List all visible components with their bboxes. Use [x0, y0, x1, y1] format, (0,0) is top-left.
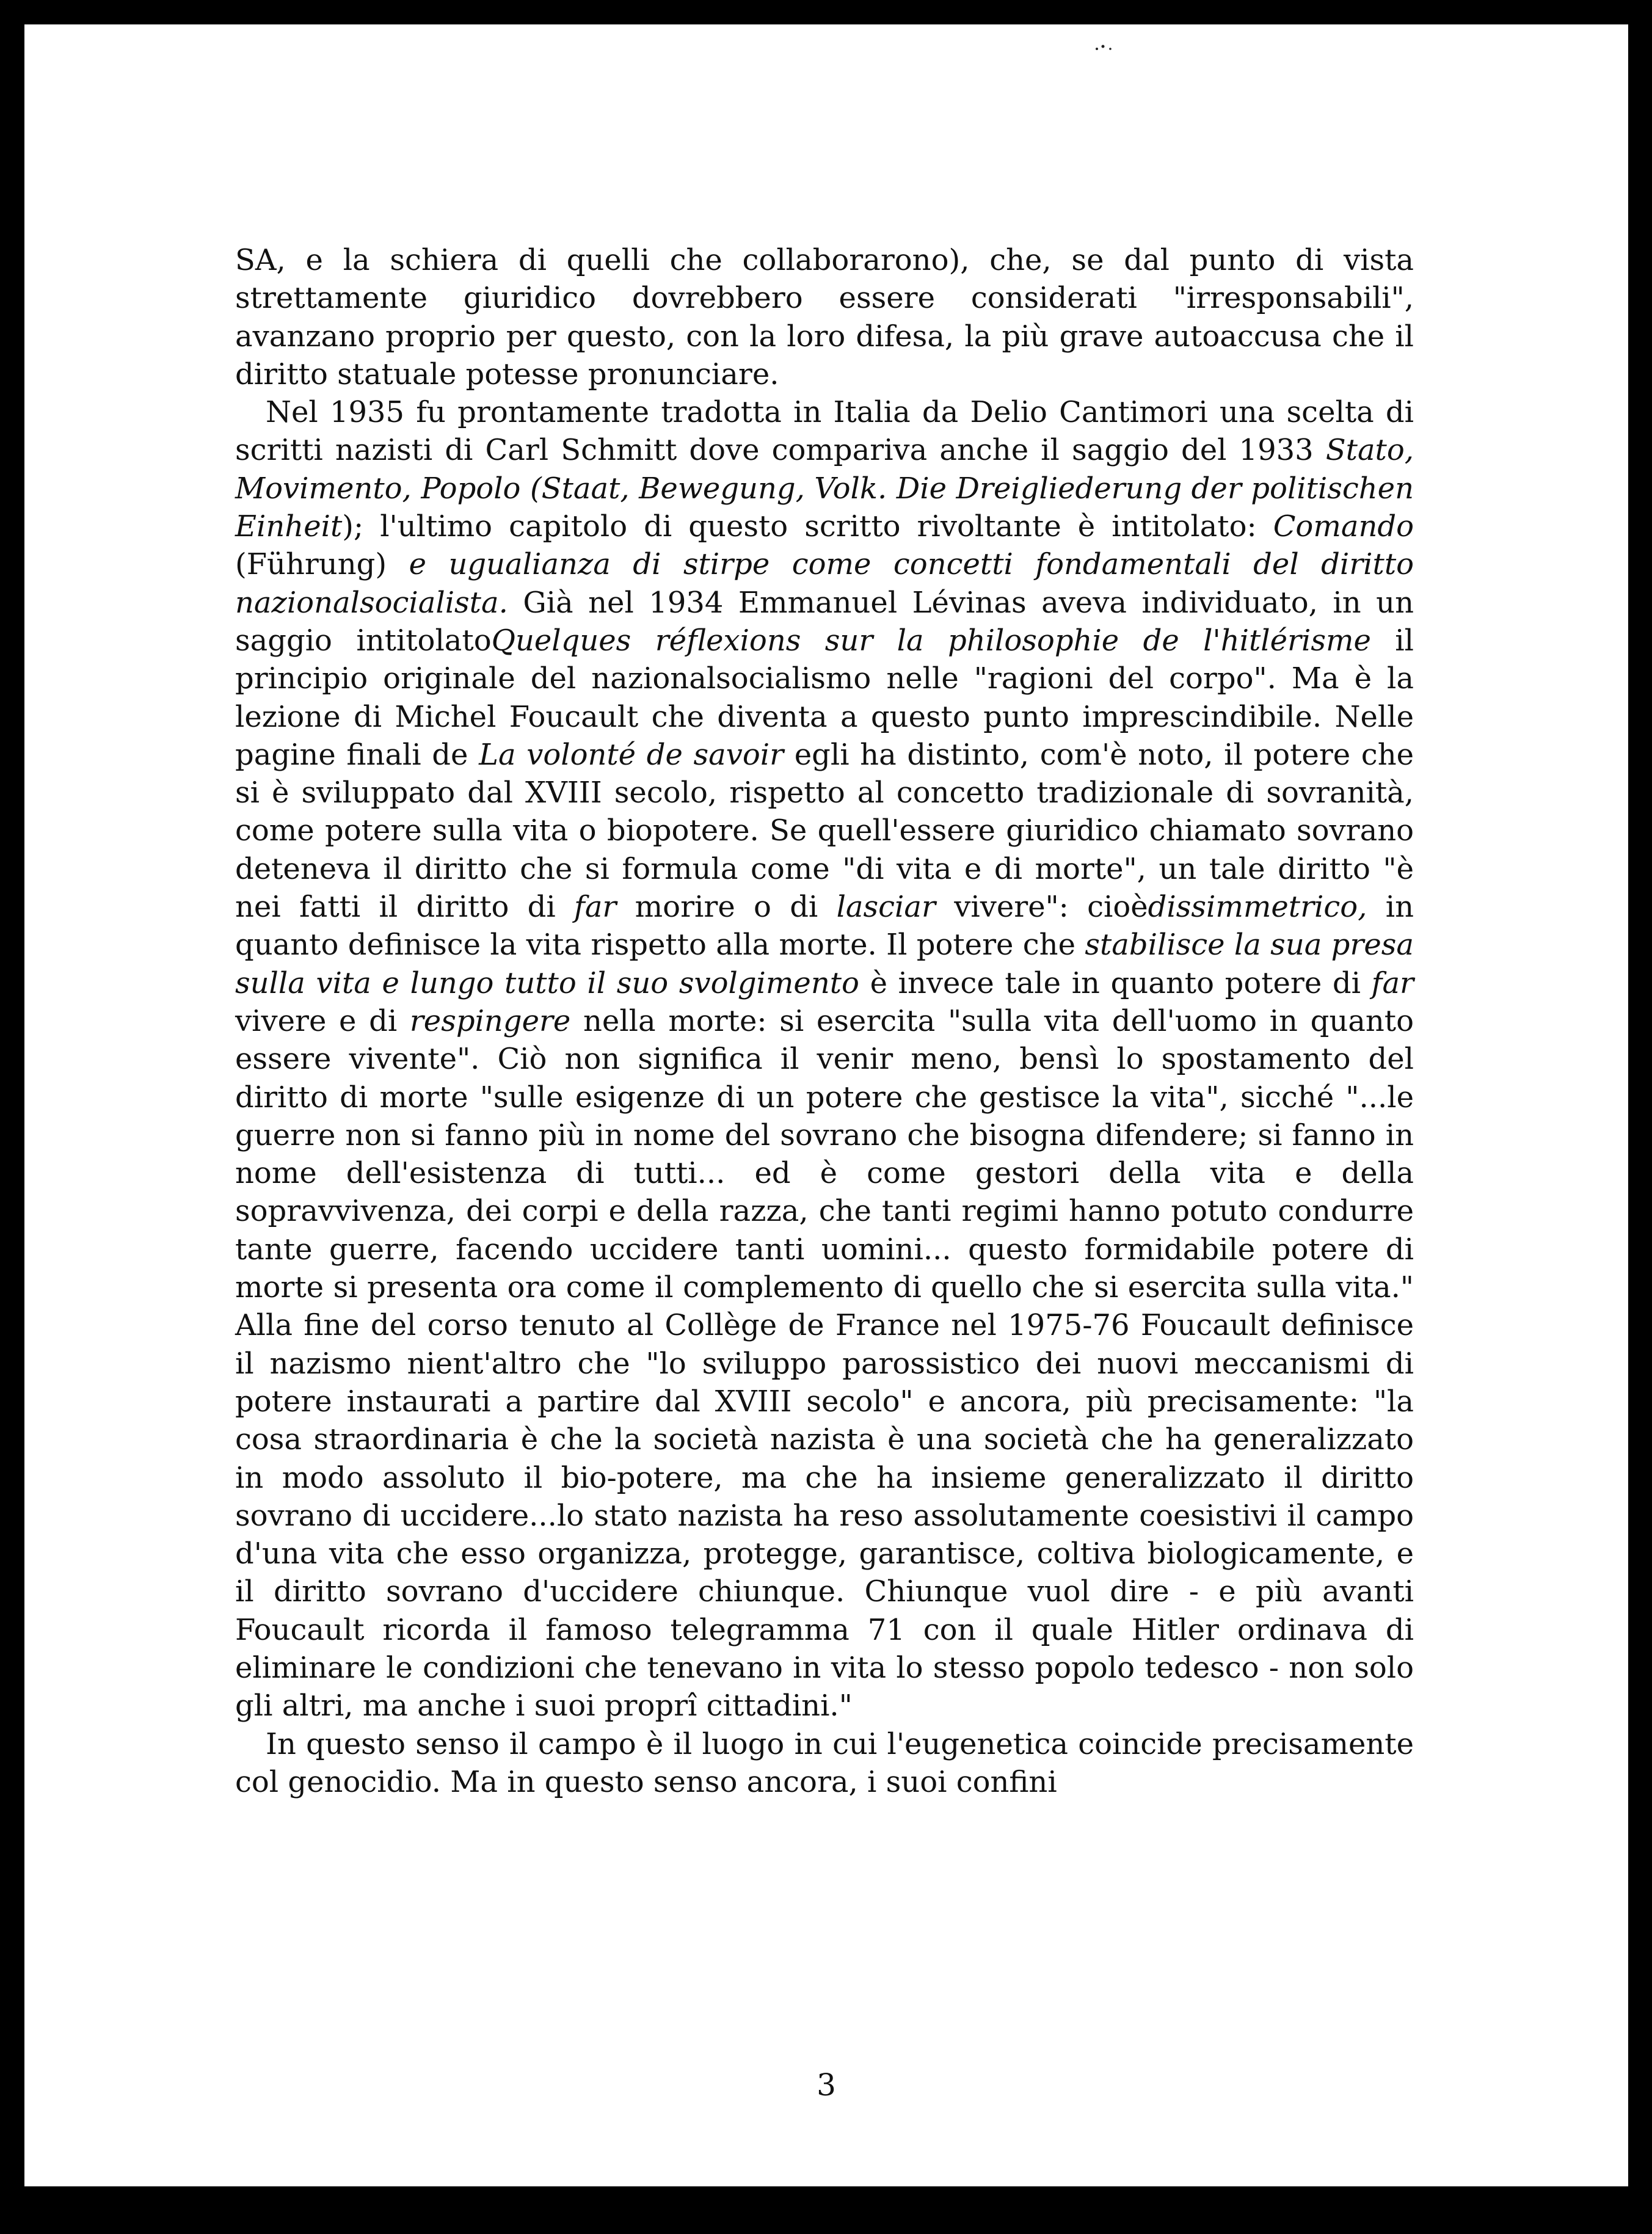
text-run: vivere": cioè: [935, 890, 1148, 925]
text-run: In questo senso il: [266, 1726, 538, 1761]
text-run: Nel 1935 fu prontamente tradotta in Italia da Delio Cantimori una scelta di scritti nazisti di Carl Schmitt dove compariva anche il saggio del 1933: [235, 395, 1414, 468]
text-run: Ma in questo senso ancora, i suoi confini: [440, 1764, 1057, 1799]
italic-title: La volonté de savoir: [479, 737, 784, 772]
italic-title: e ugualianza di stirpe come concetti fondamentali del diritto nazionalsocialista.: [235, 547, 1414, 620]
text-run: il principio originale del nazionalsocialismo nelle "ragioni del corpo". Ma è la lezione di Michel Foucault che diventa a questo punto imprescindibile. Nelle pagine finali de: [235, 623, 1414, 772]
italic-term: far: [574, 890, 617, 925]
italic-term: lasciar: [836, 890, 936, 925]
italic-term: dissimmetrico,: [1148, 890, 1367, 925]
text-run: è invece tale in quanto potere di: [859, 966, 1372, 1000]
italic-title: Quelques réflexions sur la philosophie de l'hitlérisme: [491, 623, 1371, 658]
page-number: 3: [817, 2067, 836, 2103]
italic-term: Comando: [1273, 509, 1414, 544]
document-page: [24, 24, 1628, 2186]
italic-term: stabilisce la sua presa sulla vita e lungo tutto il suo svolgimento: [235, 928, 1414, 1000]
text-run: morire o di: [616, 890, 837, 925]
italic-term: respingere: [409, 1003, 571, 1038]
text-run: nella morte: si esercita "sulla vita dell'uomo in quanto essere vivente". Ciò non significa il venir meno, bensì lo spostamento del diritto di morte "sulle esigenze di un potere che gestisce la vita", sicché "...le guerre non si fanno più in nome del sovrano che bisogna difendere; si fanno in nome dell'esistenza di tutti... ed è come gestori della vita e della sopravvivenza, dei corpi e della razza, che tanti regimi hanno potuto condurre tante guerre, facendo uccidere tanti uomini... questo formidabile potere di morte si presenta ora come il complemento di quello che si esercita sulla vita." Alla fine del corso tenuto al Collège de France nel 1975-76 Foucault definisce il nazismo nient'altro che "lo sviluppo parossistico dei nuovi meccanismi di potere instaurati a partire dal XVIII secolo" e ancora, più precisamente: "la cosa straordinaria è che la società nazista è una società che ha generalizzato in modo assoluto il bio-potere, ma che ha insieme generalizzato il diritto sovrano di uccidere...lo stato nazista ha reso assolutamente coesistivi il campo d'una vita che esso organizza, protegge, garantisce, coltiva biologicamente, e il diritto sovrano d'uccidere chiunque. Chiunque vuol dire - e più avanti Foucault ricorda il famoso telegramma 71 con il quale Hitler ordinava di eliminare le condizioni che tenevano in vita lo stesso popolo tedesco - non solo gli altri, ma anche i suoi proprî cittadini.": [235, 1003, 1414, 1723]
italic-term: far: [1371, 966, 1414, 1000]
paragraph-1: SA, e la schiera di quelli che collaborarono), che, se dal punto di vista strettamente giuridico dovrebbero essere considerati "irresponsabili", avanzano proprio per questo, con la loro difesa, la più grave autoaccusa che il diritto statuale potesse pronunciare.: [235, 243, 1414, 391]
text-run: egli ha distinto, com'è noto, il potere che si è sviluppato dal XVIII secolo, rispetto al concetto tradizionale di sovranità, come potere sulla vita o biopotere. Se quell'essere giuridico chiamato sovrano deteneva il diritto che si formula come "di vita e di morte", un tale diritto "è nei fatti il diritto di: [235, 737, 1414, 925]
text-run: in quanto definisce la vita rispetto alla morte. Il potere che: [235, 890, 1414, 962]
handwritten-underline-highlight: campo è il luogo in cui l'eugenetica coincide precisamente col genocidio.: [235, 1726, 1414, 1799]
scan-artifact-icon: [1093, 42, 1116, 53]
text-run: Già nel 1934 Emmanuel Lévinas aveva individuato, in un saggio intitolato: [235, 585, 1414, 658]
text-run: vivere e di: [235, 1003, 410, 1038]
paragraph-3: [235, 1725, 1414, 1802]
text-run: ); l'ultimo capitolo di questo scritto rivoltante è intitolato:: [342, 509, 1273, 544]
paragraph-2: [235, 393, 1414, 1725]
body-text: [235, 241, 1414, 1801]
italic-title: Stato, Movimento, Popolo (Staat, Bewegung, Volk. Die Dreigliederung der politischen Einheit: [235, 433, 1414, 544]
text-run: (Führung): [235, 547, 409, 582]
